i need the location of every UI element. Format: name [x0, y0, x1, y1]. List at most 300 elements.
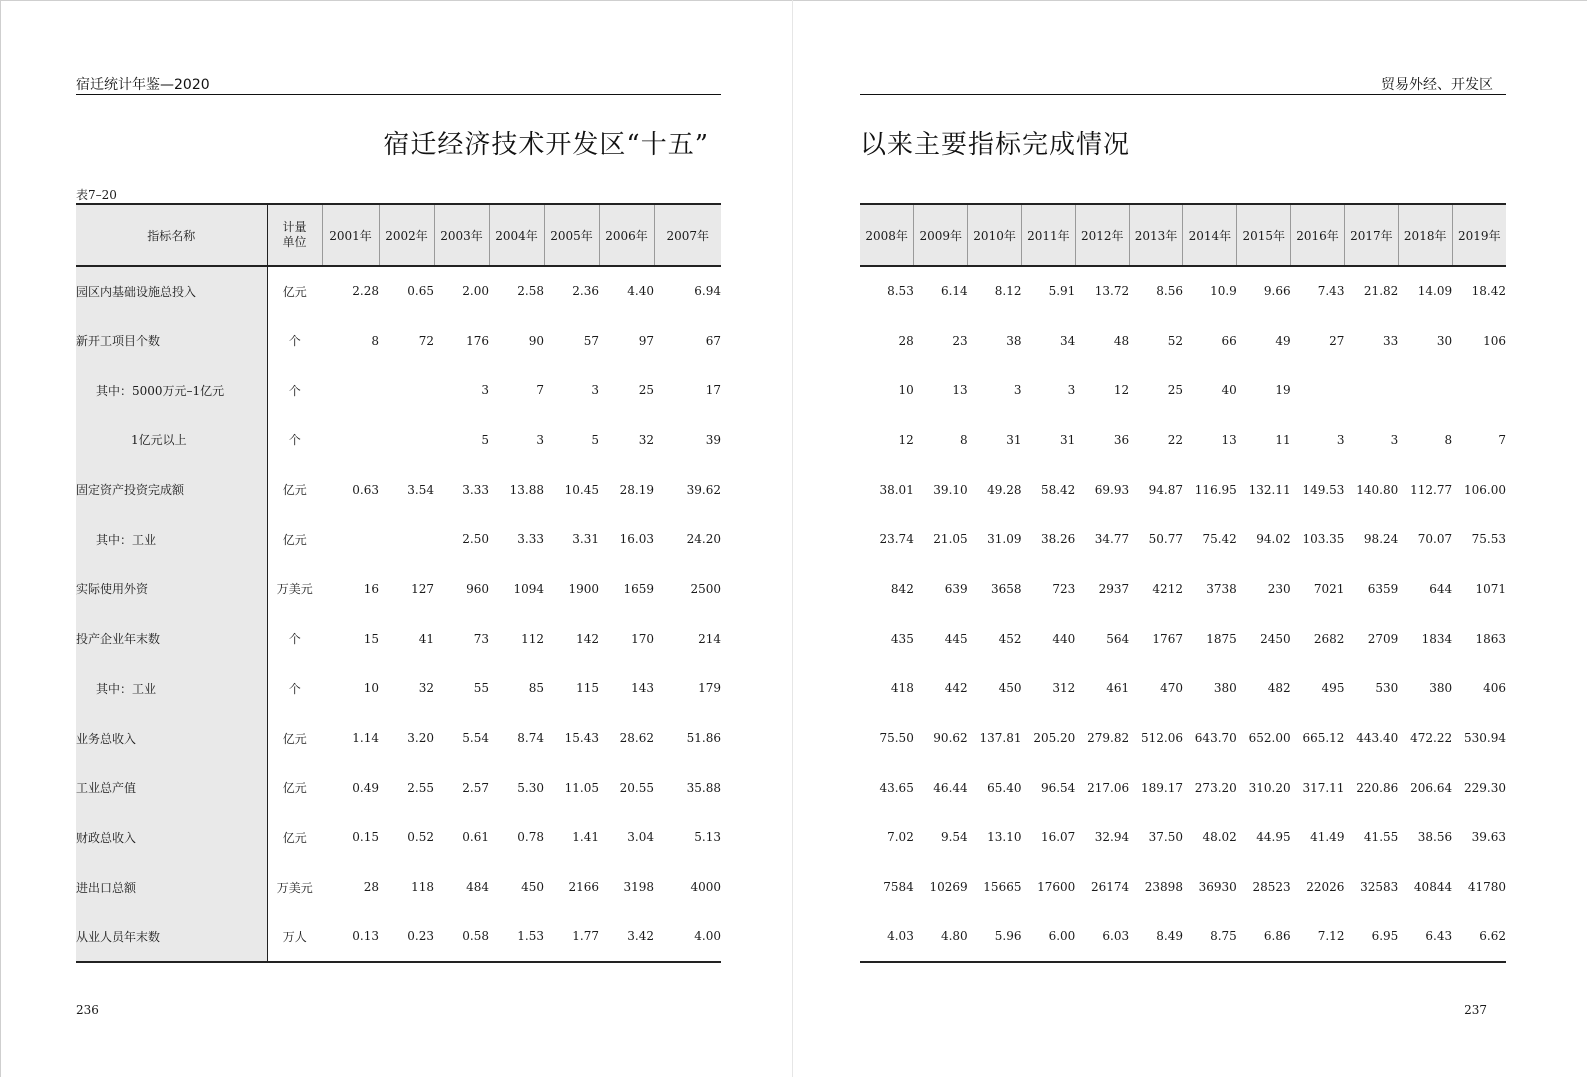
- value-cell: 57: [583, 333, 599, 348]
- unit-cell: 亿元: [267, 763, 322, 813]
- col-header-year: 2017年: [1344, 204, 1398, 266]
- value-cell: 3.33: [462, 482, 489, 497]
- value-cell: 0.23: [379, 912, 434, 962]
- value-cell: 6.00: [1021, 912, 1075, 962]
- value-cell: 1834: [1421, 631, 1453, 646]
- value-cell: 644: [1429, 581, 1453, 596]
- value-cell: 98.24: [1363, 532, 1399, 547]
- value-cell: 75.42: [1202, 532, 1237, 547]
- value-cell: 75.50: [879, 731, 914, 746]
- indicator-name-cell: 实际使用外资: [76, 564, 267, 614]
- table-row: [860, 365, 1506, 415]
- value-cell: 8.56: [1156, 284, 1183, 299]
- value-cell: [1398, 365, 1452, 415]
- value-cell: 2.57: [462, 780, 489, 795]
- col-header-year: 2012年: [1075, 204, 1129, 266]
- indicator-name-cell: 投产企业年末数: [76, 614, 267, 664]
- table-row: [860, 415, 1506, 465]
- value-cell: 0.65: [407, 284, 434, 299]
- table-row: [860, 713, 1506, 763]
- value-cell: 3.20: [407, 731, 434, 746]
- value-cell: 115: [576, 681, 599, 696]
- value-cell: 5.13: [694, 830, 721, 845]
- right-running-header: 贸易外经、开发区: [1381, 77, 1493, 93]
- value-cell: 0.15: [352, 830, 379, 845]
- value-cell: 22: [1167, 432, 1183, 447]
- value-cell: 96.54: [1040, 780, 1076, 795]
- value-cell: 11.05: [564, 780, 599, 795]
- value-cell: 32: [638, 432, 654, 447]
- value-cell: 564: [1106, 631, 1130, 646]
- value-cell: 35.88: [686, 780, 721, 795]
- value-cell: 0.58: [434, 912, 489, 962]
- value-cell: 13: [952, 383, 968, 398]
- value-cell: 8.53: [887, 284, 914, 299]
- value-cell: 3.42: [599, 912, 654, 962]
- col-header-year: 2005年: [544, 204, 599, 266]
- value-cell: 7.12: [1291, 912, 1345, 962]
- value-cell: 435: [890, 631, 914, 646]
- value-cell: 5.30: [517, 780, 544, 795]
- value-cell: 15665: [983, 880, 1022, 895]
- value-cell: 106: [1483, 333, 1506, 348]
- value-cell: 149.53: [1302, 482, 1345, 497]
- value-cell: 639: [944, 581, 968, 596]
- table-row: [76, 813, 721, 863]
- value-cell: 4.40: [627, 284, 654, 299]
- value-cell: 6.95: [1344, 912, 1398, 962]
- value-cell: 58.42: [1040, 482, 1076, 497]
- value-cell: 116.95: [1194, 482, 1237, 497]
- value-cell: [1344, 365, 1398, 415]
- value-cell: 16: [363, 581, 379, 596]
- value-cell: 452: [998, 631, 1022, 646]
- value-cell: 273.20: [1194, 780, 1237, 795]
- col-header-year: 2019年: [1452, 204, 1506, 266]
- value-cell: 38.56: [1417, 830, 1453, 845]
- value-cell: 40844: [1413, 880, 1453, 895]
- unit-cell: 万美元: [267, 564, 322, 614]
- value-cell: 48: [1113, 333, 1130, 348]
- col-header-year: 2001年: [322, 204, 379, 266]
- value-cell: 217.06: [1087, 780, 1130, 795]
- value-cell: 31: [1006, 432, 1022, 447]
- value-cell: 12: [898, 432, 914, 447]
- value-cell: 8: [371, 333, 379, 348]
- table-row: [860, 912, 1506, 962]
- value-cell: 43.65: [879, 780, 914, 795]
- table-row: [860, 316, 1506, 366]
- right-header-row: [860, 204, 1506, 266]
- value-cell: 5.96: [968, 912, 1022, 962]
- table-row: [76, 316, 721, 366]
- value-cell: 1863: [1475, 631, 1506, 646]
- col-header-year: 2010年: [968, 204, 1022, 266]
- value-cell: 179: [698, 681, 721, 696]
- value-cell: 482: [1267, 681, 1291, 696]
- value-cell: 2166: [568, 880, 599, 895]
- value-cell: 7.43: [1317, 284, 1345, 299]
- value-cell: 3: [591, 383, 599, 398]
- value-cell: 28: [363, 880, 379, 895]
- value-cell: 97: [638, 333, 654, 348]
- col-header-year: 2004年: [489, 204, 544, 266]
- value-cell: 6.03: [1075, 912, 1129, 962]
- value-cell: 40: [1221, 383, 1237, 398]
- value-cell: [1452, 365, 1506, 415]
- value-cell: 28.62: [619, 731, 654, 746]
- value-cell: 25: [1167, 383, 1183, 398]
- indicator-name-cell: 1亿元以上: [76, 415, 267, 465]
- col-header-year: 2015年: [1237, 204, 1291, 266]
- table-row: [76, 713, 721, 763]
- col-header-year: 2011年: [1021, 204, 1075, 266]
- value-cell: 18.42: [1471, 284, 1506, 299]
- value-cell: 51.86: [686, 731, 721, 746]
- value-cell: 440: [1052, 631, 1076, 646]
- value-cell: 6.62: [1452, 912, 1506, 962]
- value-cell: 0.61: [462, 830, 489, 845]
- right-header-rule: [860, 94, 1506, 95]
- value-cell: 3658: [990, 581, 1022, 596]
- value-cell: 461: [1106, 681, 1130, 696]
- value-cell: 21.05: [933, 532, 968, 547]
- value-cell: 472.22: [1410, 731, 1453, 746]
- value-cell: 3: [1390, 432, 1399, 447]
- table-row: [860, 465, 1506, 515]
- value-cell: 189.17: [1140, 780, 1183, 795]
- value-cell: 10: [363, 681, 379, 696]
- value-cell: 16.03: [619, 532, 654, 547]
- value-cell: 652.00: [1248, 731, 1291, 746]
- table-row: [860, 266, 1506, 316]
- value-cell: 38: [1006, 333, 1022, 348]
- value-cell: 7.02: [887, 830, 914, 845]
- right-page: [793, 0, 1587, 1077]
- value-cell: 28.19: [619, 482, 654, 497]
- value-cell: 229.30: [1464, 780, 1506, 795]
- value-cell: 1659: [623, 581, 654, 596]
- col-header-unit-line2: 单位: [282, 235, 307, 249]
- value-cell: 10269: [929, 880, 968, 895]
- value-cell: 27: [1329, 333, 1345, 348]
- value-cell: 0.49: [352, 780, 379, 795]
- value-cell: 23898: [1144, 880, 1183, 895]
- value-cell: 4.80: [914, 912, 968, 962]
- value-cell: 34: [1060, 333, 1076, 348]
- value-cell: 230: [1267, 581, 1291, 596]
- table-row: [860, 862, 1506, 912]
- col-header-unit-line1: 计量: [282, 220, 307, 234]
- left-data-table: [76, 203, 721, 963]
- value-cell: 23: [952, 333, 968, 348]
- value-cell: 12: [1113, 383, 1130, 398]
- value-cell: 112.77: [1410, 482, 1453, 497]
- value-cell: 13.10: [987, 830, 1022, 845]
- value-cell: [379, 514, 434, 564]
- table-number: 表7–20: [76, 188, 117, 202]
- value-cell: 1900: [568, 581, 599, 596]
- indicator-name-cell: 财政总收入: [76, 813, 267, 863]
- value-cell: 73: [473, 631, 489, 646]
- indicator-name-cell: 从业人员年末数: [76, 912, 267, 962]
- value-cell: 7584: [883, 880, 914, 895]
- value-cell: 3738: [1206, 581, 1237, 596]
- indicator-name-cell: 业务总收入: [76, 713, 267, 763]
- value-cell: 34.77: [1094, 532, 1130, 547]
- value-cell: 3.04: [627, 830, 654, 845]
- value-cell: [379, 365, 434, 415]
- value-cell: 170: [631, 631, 654, 646]
- table-row: [76, 664, 721, 714]
- value-cell: 112: [521, 631, 544, 646]
- table-row: [76, 465, 721, 515]
- value-cell: 512.06: [1140, 731, 1183, 746]
- value-cell: 15: [363, 631, 379, 646]
- value-cell: 41780: [1467, 880, 1506, 895]
- value-cell: 176: [466, 333, 489, 348]
- value-cell: 10.9: [1210, 284, 1237, 299]
- table-row: [76, 763, 721, 813]
- unit-cell: 个: [267, 365, 322, 415]
- value-cell: 4.03: [860, 912, 914, 962]
- table-row: [860, 664, 1506, 714]
- value-cell: 17: [705, 383, 721, 398]
- page-number-right: 237: [1464, 1003, 1487, 1017]
- table-row: [860, 514, 1506, 564]
- title-left-part: 宿迁经济技术开发区“十五”: [383, 130, 709, 160]
- col-header-indicator-name: 指标名称: [76, 204, 267, 266]
- value-cell: 23.74: [879, 532, 914, 547]
- value-cell: 3: [1336, 432, 1345, 447]
- unit-cell: 个: [267, 415, 322, 465]
- value-cell: 65.40: [987, 780, 1022, 795]
- value-cell: 8.74: [517, 731, 544, 746]
- value-cell: 8: [1444, 432, 1453, 447]
- value-cell: 2937: [1098, 581, 1130, 596]
- value-cell: 2.58: [517, 284, 544, 299]
- table-row: [860, 763, 1506, 813]
- unit-cell: 亿元: [267, 713, 322, 763]
- value-cell: 2.55: [407, 780, 434, 795]
- col-header-year: 2006年: [599, 204, 654, 266]
- value-cell: 0.52: [407, 830, 434, 845]
- value-cell: 312: [1052, 681, 1076, 696]
- table-row: [76, 266, 721, 316]
- value-cell: 5.54: [462, 731, 489, 746]
- value-cell: 418: [890, 681, 914, 696]
- value-cell: 118: [411, 880, 434, 895]
- value-cell: 26174: [1090, 880, 1130, 895]
- value-cell: 7: [1498, 432, 1506, 447]
- value-cell: 2500: [690, 581, 721, 596]
- table-row: [76, 614, 721, 664]
- value-cell: 5: [481, 432, 489, 447]
- value-cell: 6.43: [1398, 912, 1452, 962]
- value-cell: 8: [960, 432, 968, 447]
- value-cell: 14.09: [1417, 284, 1453, 299]
- value-cell: 0.63: [352, 482, 379, 497]
- value-cell: 44.95: [1256, 830, 1291, 845]
- table-row: [76, 862, 721, 912]
- value-cell: 13: [1221, 432, 1237, 447]
- value-cell: 52: [1167, 333, 1183, 348]
- value-cell: 3: [536, 432, 544, 447]
- value-cell: 3: [1067, 383, 1076, 398]
- value-cell: 530.94: [1464, 731, 1506, 746]
- value-cell: 6.14: [940, 284, 968, 299]
- value-cell: 3.33: [517, 532, 544, 547]
- col-header-unit: [267, 204, 322, 266]
- value-cell: 90.62: [933, 731, 968, 746]
- value-cell: 2.00: [462, 284, 489, 299]
- value-cell: 530: [1375, 681, 1399, 696]
- value-cell: 7021: [1313, 581, 1345, 596]
- value-cell: 10.45: [564, 482, 599, 497]
- unit-cell: 亿元: [267, 514, 322, 564]
- value-cell: 132.11: [1248, 482, 1291, 497]
- value-cell: 39.10: [933, 482, 968, 497]
- right-data-table: [860, 203, 1506, 963]
- value-cell: 94.87: [1148, 482, 1183, 497]
- value-cell: 90: [528, 333, 544, 348]
- value-cell: 445: [944, 631, 968, 646]
- value-cell: 206.64: [1410, 780, 1453, 795]
- value-cell: 85: [528, 681, 544, 696]
- value-cell: 9.66: [1263, 284, 1291, 299]
- value-cell: 13.72: [1094, 284, 1130, 299]
- value-cell: 2682: [1313, 631, 1345, 646]
- value-cell: 406: [1483, 681, 1506, 696]
- value-cell: 3.54: [407, 482, 434, 497]
- indicator-name-cell: 其中：工业: [76, 664, 267, 714]
- value-cell: 55: [473, 681, 489, 696]
- left-table-body: [76, 266, 721, 962]
- value-cell: 67: [705, 333, 721, 348]
- value-cell: 30: [1436, 333, 1453, 348]
- value-cell: 39.63: [1471, 830, 1506, 845]
- indicator-name-cell: 新开工项目个数: [76, 316, 267, 366]
- value-cell: 28523: [1252, 880, 1291, 895]
- value-cell: 38.01: [879, 482, 914, 497]
- left-header-row: [76, 204, 721, 266]
- value-cell: 1.77: [544, 912, 599, 962]
- value-cell: 49.28: [987, 482, 1022, 497]
- value-cell: 28: [898, 333, 914, 348]
- value-cell: 8.75: [1183, 912, 1237, 962]
- value-cell: 16.07: [1040, 830, 1076, 845]
- value-cell: 643.70: [1194, 731, 1237, 746]
- value-cell: 32: [418, 681, 434, 696]
- unit-cell: 亿元: [267, 813, 322, 863]
- value-cell: 380: [1213, 681, 1237, 696]
- table-row: [76, 365, 721, 415]
- col-header-year: 2018年: [1398, 204, 1452, 266]
- value-cell: 17600: [1037, 880, 1076, 895]
- col-header-year: 2016年: [1291, 204, 1345, 266]
- value-cell: 4212: [1152, 581, 1183, 596]
- value-cell: 32.94: [1094, 830, 1130, 845]
- value-cell: 1875: [1206, 631, 1237, 646]
- value-cell: [322, 514, 379, 564]
- value-cell: 7: [536, 383, 544, 398]
- col-header-year: 2014年: [1183, 204, 1237, 266]
- value-cell: 48.02: [1202, 830, 1237, 845]
- value-cell: 842: [890, 581, 914, 596]
- value-cell: 495: [1321, 681, 1345, 696]
- value-cell: 127: [411, 581, 434, 596]
- value-cell: 279.82: [1087, 731, 1130, 746]
- value-cell: 25: [638, 383, 654, 398]
- value-cell: 1.53: [489, 912, 544, 962]
- value-cell: 19: [1275, 383, 1291, 398]
- value-cell: 442: [944, 681, 968, 696]
- value-cell: 10: [898, 383, 914, 398]
- value-cell: 2709: [1367, 631, 1399, 646]
- left-running-header: 宿迁统计年鉴—2020: [76, 77, 210, 93]
- unit-cell: 万美元: [267, 862, 322, 912]
- table-row: [860, 564, 1506, 614]
- col-header-year: 2003年: [434, 204, 489, 266]
- value-cell: 1.41: [572, 830, 599, 845]
- value-cell: 72: [418, 333, 434, 348]
- value-cell: 0.13: [322, 912, 379, 962]
- unit-cell: 个: [267, 316, 322, 366]
- value-cell: 443.40: [1356, 731, 1399, 746]
- value-cell: 960: [466, 581, 489, 596]
- value-cell: 5.91: [1048, 284, 1076, 299]
- value-cell: 0.78: [517, 830, 544, 845]
- value-cell: [379, 415, 434, 465]
- table-row: [76, 514, 721, 564]
- value-cell: 46.44: [933, 780, 968, 795]
- value-cell: 380: [1429, 681, 1453, 696]
- value-cell: 140.80: [1356, 482, 1399, 497]
- indicator-name-cell: 进出口总额: [76, 862, 267, 912]
- value-cell: 75.53: [1471, 532, 1506, 547]
- value-cell: 214: [698, 631, 721, 646]
- unit-cell: 个: [267, 614, 322, 664]
- value-cell: 21.82: [1363, 284, 1399, 299]
- col-header-year: 2002年: [379, 204, 434, 266]
- unit-cell: 万人: [267, 912, 322, 962]
- value-cell: 8.12: [994, 284, 1022, 299]
- value-cell: 33: [1383, 333, 1399, 348]
- value-cell: 665.12: [1302, 731, 1345, 746]
- indicator-name-cell: 园区内基础设施总投入: [76, 266, 267, 316]
- value-cell: 2.50: [462, 532, 489, 547]
- value-cell: 41: [418, 631, 434, 646]
- value-cell: 3198: [623, 880, 654, 895]
- value-cell: 2.36: [572, 284, 599, 299]
- unit-cell: 亿元: [267, 465, 322, 515]
- table-row: [76, 415, 721, 465]
- value-cell: 1.14: [352, 731, 379, 746]
- value-cell: 36930: [1198, 880, 1237, 895]
- value-cell: 69.93: [1094, 482, 1130, 497]
- value-cell: [322, 365, 379, 415]
- value-cell: 1094: [513, 581, 544, 596]
- value-cell: 50.77: [1148, 532, 1183, 547]
- value-cell: 470: [1160, 681, 1183, 696]
- value-cell: 41.55: [1363, 830, 1399, 845]
- indicator-name-cell: 工业总产值: [76, 763, 267, 813]
- value-cell: [322, 415, 379, 465]
- value-cell: 13.88: [509, 482, 544, 497]
- value-cell: 8.49: [1129, 912, 1183, 962]
- unit-cell: 亿元: [267, 266, 322, 316]
- indicator-name-cell: 其中：工业: [76, 514, 267, 564]
